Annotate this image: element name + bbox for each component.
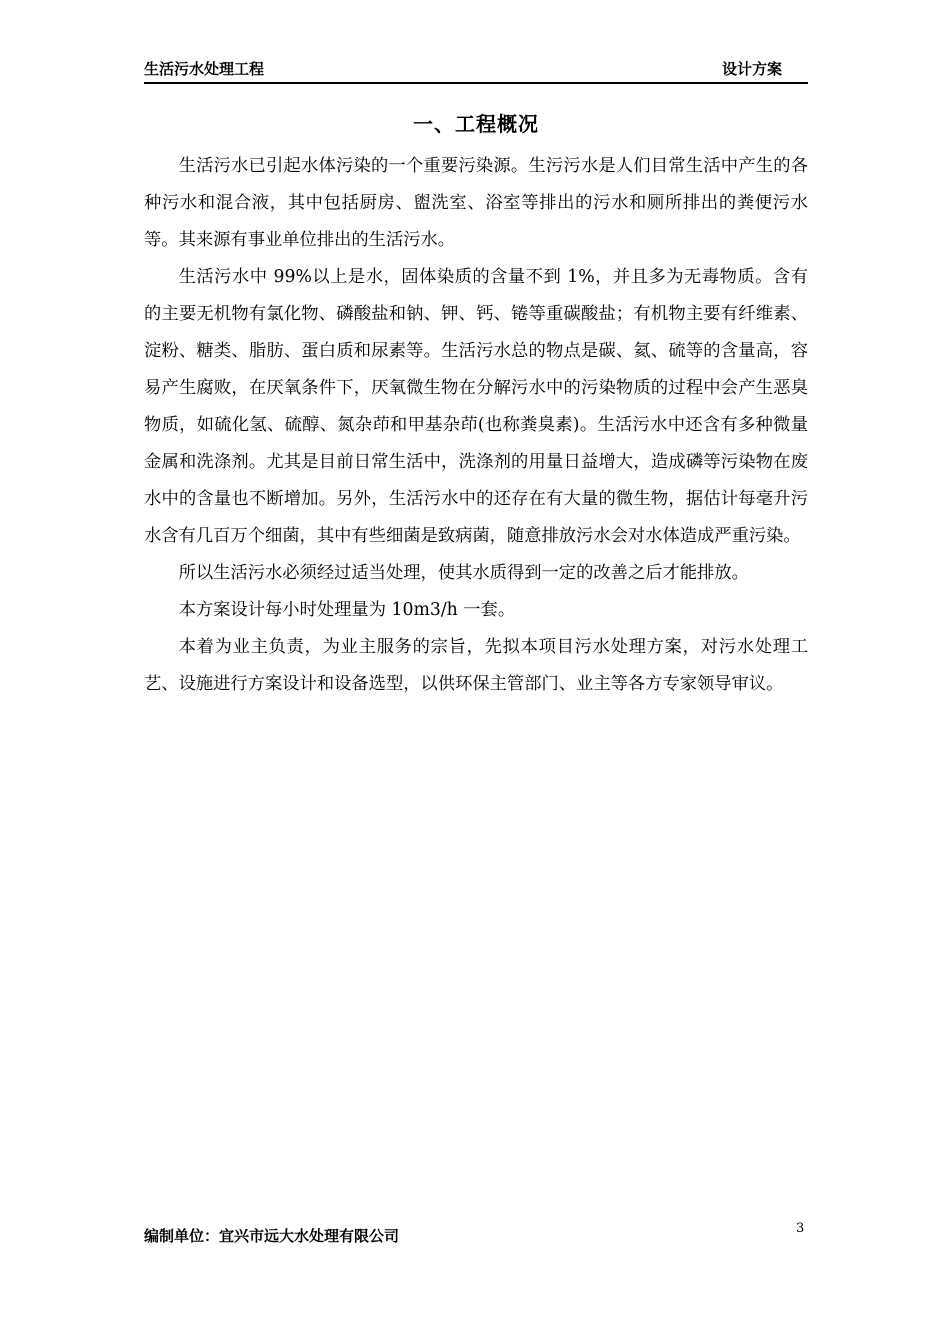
- paragraph: 所以生活污水必须经过适当处理，使其水质得到一定的改善之后才能排放。: [178, 563, 749, 583]
- header-doc-type: 设计方案: [721, 60, 782, 78]
- paragraph: 生活污水已引起水体污染的一个重要污染源。生污污水是人们目常生活中产生的各种污水和混合液，其中包括厨房、盥洗室、浴室等排出的污水和厕所排出的粪便污水等。其来源有事业单位排出的生活污水。: [144, 156, 808, 250]
- footer-company: 编制单位：宜兴市远大水处理有限公司: [144, 1227, 400, 1245]
- paragraph: 生活污水中 99%以上是水，固体染质的含量不到 1%，并且多为无毒物质。含有的主要无机物有氯化物、磷酸盐和钠、钾、钙、锩等重碳酸盐；有机物主要有纤维素、淀粉、糖类、脂肪、蛋白质和尿素等。生活污水总的物点是碳、氦、硫等的含量高，容易产生腐败，在厌氧条件下，厌氧微生物在分解污水中的污染物质的过程中会产生恶臭物质，如硫化氢、硫醇、氮杂茚和甲基杂茚(也称粪臭素)。生活污水中还含有多种微量金属和洗涤剂。尤其是目前日常生活中，洗涤剂的用量日益增大，造成磷等污染物在废水中的含量也不断增加。另外，生活污水中的还存在有大量的微生物，据估计每毫升污水含有几百万个细菌，其中有些细菌是致病菌，随意排放污水会对水体造成严重污染。: [144, 267, 808, 546]
- paragraph: 本着为业主负责，为业主服务的宗旨，先拟本项目污水处理方案，对污水处理工艺、设施进行方案设计和设备选型，以供环保主管部门、业主等各方专家领导审议。: [144, 637, 808, 694]
- page-number: 3: [796, 1221, 805, 1236]
- header-project-title: 生活污水处理工程: [144, 60, 265, 78]
- body-text: [144, 148, 808, 703]
- page-header: [144, 56, 808, 84]
- section-title: 一、工程概况: [413, 112, 539, 136]
- paragraph: 本方案设计每小时处理量为 10m3/h 一套。: [178, 600, 516, 620]
